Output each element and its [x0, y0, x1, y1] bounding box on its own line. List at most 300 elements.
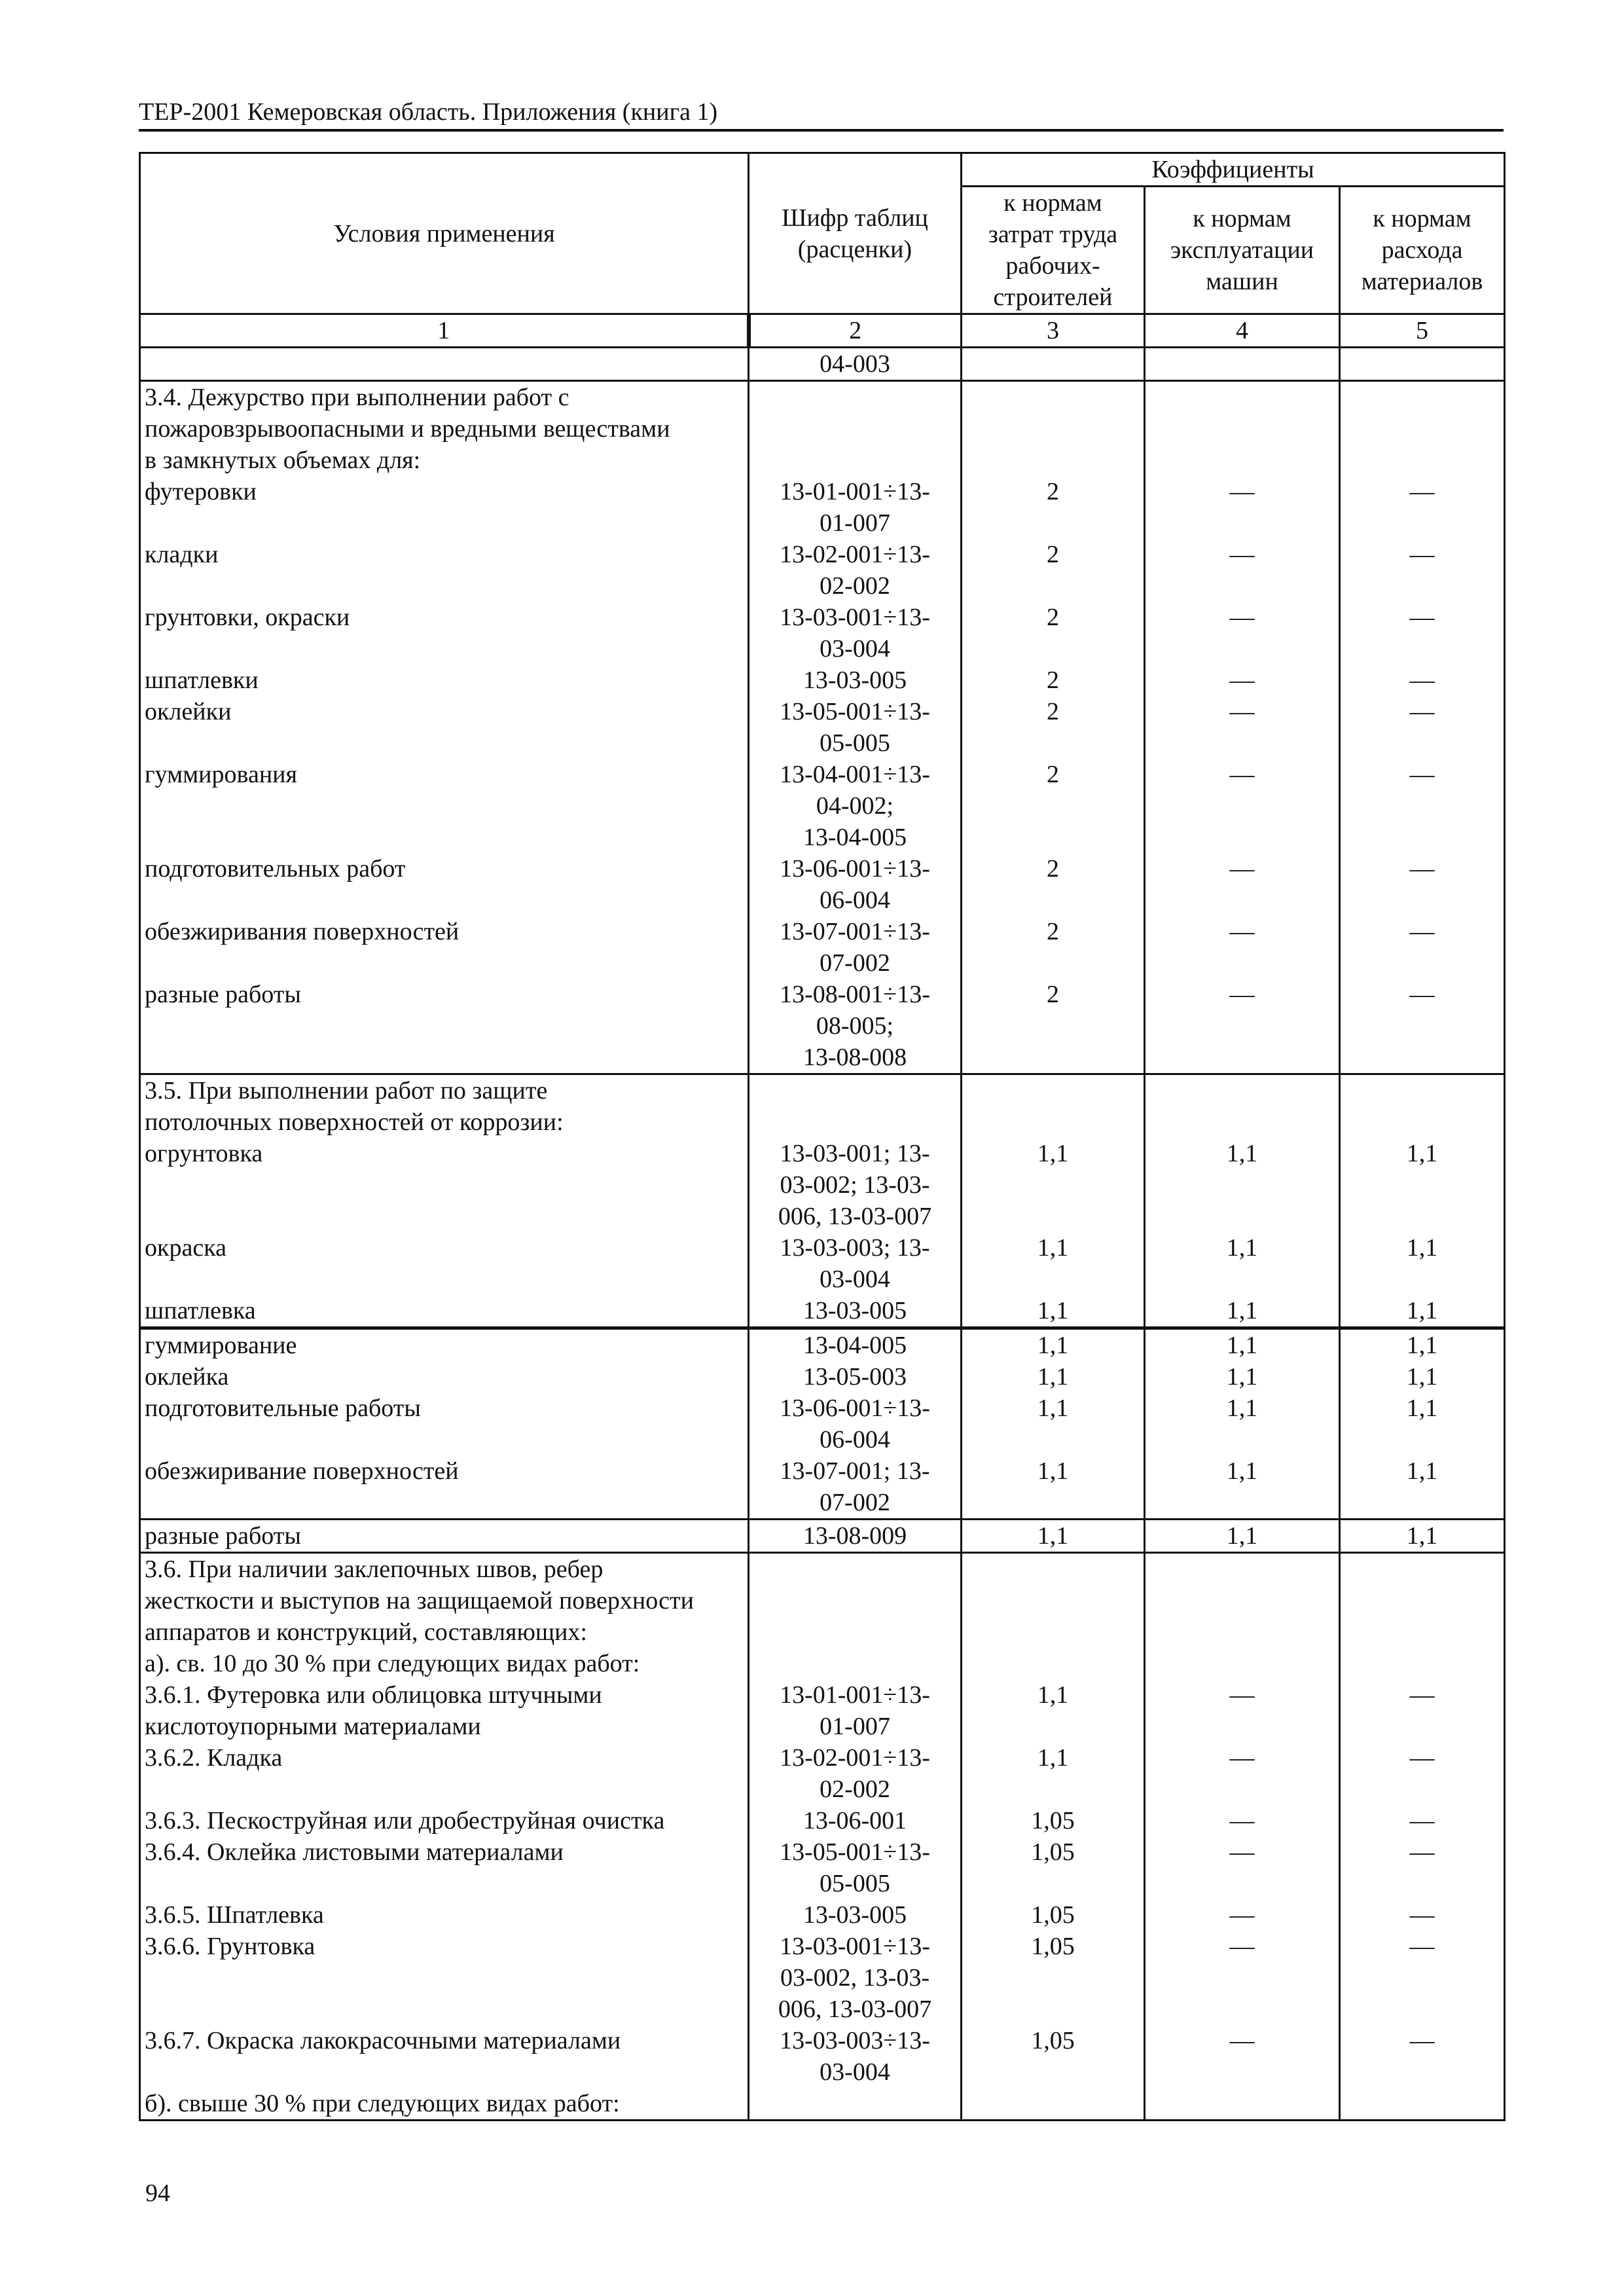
labor-coefficient-line: 1,05: [1031, 1901, 1075, 1929]
empty-line: [753, 1106, 956, 1138]
materials-coefficient-cell: [1340, 348, 1505, 381]
materials-coefficient-line: —: [1409, 2027, 1435, 2054]
empty-line: [1149, 947, 1335, 979]
column-number: 2: [749, 314, 962, 348]
materials-coefficient-line: 1,1: [1406, 1363, 1438, 1391]
table-row: [140, 1074, 1505, 1328]
empty-line: [966, 1010, 1140, 1042]
empty-line: [145, 1264, 744, 1295]
machines-coefficient-line: 1,1: [1226, 1140, 1258, 1167]
conditions-line: 3.6. При наличии заклепочных швов, ребер: [145, 1556, 604, 1583]
code-line: 13-06-001: [803, 1807, 907, 1834]
empty-line: [1149, 1010, 1335, 1042]
conditions-line: гуммирование: [145, 1332, 297, 1359]
empty-line: [1344, 413, 1500, 445]
empty-line: [966, 2056, 1140, 2088]
code-cell: [749, 1520, 962, 1553]
machines-coefficient-line: —: [1229, 1933, 1255, 1960]
empty-line: [1344, 1169, 1500, 1201]
machines-coefficient-line: —: [1229, 666, 1255, 694]
materials-coefficient-cell: [1340, 1074, 1505, 1328]
empty-line: [966, 570, 1140, 602]
conditions-cell: [140, 381, 749, 1074]
empty-line: [1344, 1042, 1500, 1073]
machines-coefficient-line: —: [1229, 478, 1255, 505]
code-line: 03-002; 13-03-: [780, 1171, 930, 1199]
code-line: 13-03-005: [803, 666, 907, 694]
code-line: 13-08-008: [803, 1044, 907, 1071]
empty-line: [966, 1264, 1140, 1295]
code-line: 006, 13-03-007: [778, 1995, 932, 2023]
labor-coefficient-line: 1,05: [1031, 1838, 1075, 1866]
labor-coefficient-line: 1,1: [1037, 1457, 1069, 1485]
table-row: [140, 1328, 1505, 1520]
empty-line: [1344, 790, 1500, 822]
materials-coefficient-cell: [1340, 1553, 1505, 2121]
labor-coefficient-line: 2: [1047, 855, 1059, 883]
materials-coefficient-line: —: [1409, 698, 1435, 725]
labor-coefficient-line: 2: [1047, 604, 1059, 631]
empty-line: [966, 1487, 1140, 1518]
machines-coefficient-line: —: [1229, 1681, 1255, 1709]
materials-coefficient-line: —: [1409, 1681, 1435, 1709]
labor-coefficient-line: 1,1: [1037, 1234, 1069, 1262]
labor-coefficient-cell: [962, 1328, 1145, 1520]
empty-line: [145, 1774, 744, 1805]
machines-coefficient-line: 1,1: [1226, 1234, 1258, 1262]
conditions-cell: [140, 1553, 749, 2121]
machines-coefficient-cell: [1145, 381, 1340, 1074]
conditions-cell: [140, 1328, 749, 1520]
labor-coefficient-cell: [962, 1553, 1145, 2121]
code-cell: [749, 348, 962, 381]
code-line: 07-002: [820, 1489, 890, 1516]
code-line: 02-002: [820, 572, 890, 600]
materials-coefficient-line: —: [1409, 1807, 1435, 1834]
empty-line: [1344, 1201, 1500, 1232]
labor-coefficient-cell: [962, 1520, 1145, 1553]
labor-coefficient-line: 2: [1047, 478, 1059, 505]
materials-coefficient-line: —: [1409, 666, 1435, 694]
labor-coefficient-line: 2: [1047, 666, 1059, 694]
materials-coefficient-line: —: [1409, 761, 1435, 788]
code-line: 02-002: [820, 1776, 890, 1803]
empty-line: [1149, 1424, 1335, 1455]
empty-line: [1149, 445, 1335, 476]
table-row: [140, 348, 1505, 381]
empty-line: [145, 1424, 744, 1455]
labor-coefficient-cell: [962, 381, 1145, 1074]
conditions-line: аппаратов и конструкций, составляющих:: [145, 1618, 587, 1646]
machines-coefficient-line: —: [1229, 855, 1255, 883]
empty-line: [966, 1042, 1140, 1073]
empty-line: [1149, 1711, 1335, 1742]
empty-line: [1149, 1774, 1335, 1805]
empty-line: [966, 727, 1140, 759]
empty-line: [1149, 884, 1335, 916]
empty-line: [145, 1868, 744, 1899]
code-line: 01-007: [820, 509, 890, 537]
machines-coefficient-cell: [1145, 1520, 1340, 1553]
code-line: 13-07-001; 13-: [780, 1457, 930, 1485]
conditions-line: кислотоупорными материалами: [145, 1713, 481, 1740]
labor-coefficient-line: 2: [1047, 918, 1059, 945]
page-number: 94: [145, 2179, 170, 2207]
machines-coefficient-cell: [1145, 1553, 1340, 2121]
conditions-cell: [140, 1074, 749, 1328]
conditions-line: 3.6.1. Футеровка или облицовка штучными: [145, 1681, 602, 1709]
machines-coefficient-line: —: [1229, 1807, 1255, 1834]
machines-coefficient-line: 1,1: [1226, 1457, 1258, 1485]
empty-line: [966, 884, 1140, 916]
conditions-line: жесткости и выступов на защищаемой поверхности: [145, 1587, 694, 1614]
conditions-line: 3.6.5. Шпатлевка: [145, 1901, 324, 1929]
code-line: 04-003: [820, 350, 890, 378]
empty-line: [753, 1648, 956, 1679]
coefficients-table: [139, 152, 1506, 2121]
empty-line: [1149, 1648, 1335, 1679]
materials-coefficient-line: [1344, 348, 1500, 380]
empty-line: [1344, 947, 1500, 979]
empty-line: [145, 1169, 744, 1201]
machines-coefficient-line: —: [1229, 1901, 1255, 1929]
code-line: 01-007: [820, 1713, 890, 1740]
materials-coefficient-line: [1344, 2088, 1500, 2119]
empty-line: [1344, 570, 1500, 602]
labor-coefficient-line: 1,1: [1037, 1297, 1069, 1324]
labor-coefficient-line: 2: [1047, 698, 1059, 725]
empty-line: [966, 445, 1140, 476]
empty-line: [1149, 1616, 1335, 1648]
materials-coefficient-line: [1344, 382, 1500, 413]
code-line: [753, 2088, 956, 2119]
machines-coefficient-line: [1149, 2088, 1335, 2119]
empty-line: [1344, 822, 1500, 853]
code-line: 08-005;: [816, 1012, 894, 1040]
empty-line: [1344, 1487, 1500, 1518]
empty-line: [145, 822, 744, 853]
empty-line: [1149, 727, 1335, 759]
conditions-line: 3.6.7. Окраска лакокрасочными материалами: [145, 2027, 621, 2054]
labor-coefficient-line: 1,05: [1031, 2027, 1075, 2054]
code-line: 13-08-001÷13-: [780, 981, 930, 1008]
empty-line: [1344, 507, 1500, 539]
empty-line: [1344, 633, 1500, 665]
code-line: 13-08-009: [803, 1522, 907, 1550]
code-line: 06-004: [820, 1426, 890, 1453]
labor-coefficient-line: [966, 1554, 1140, 1585]
empty-line: [145, 1010, 744, 1042]
materials-coefficient-line: 1,1: [1406, 1522, 1438, 1550]
column-number: 3: [962, 314, 1145, 348]
conditions-line: 3.6.6. Грунтовка: [145, 1933, 316, 1960]
empty-line: [145, 1487, 744, 1518]
empty-line: [1149, 790, 1335, 822]
empty-line: [753, 445, 956, 476]
column-header-conditions: Условия применения: [140, 153, 749, 314]
empty-line: [753, 1616, 956, 1648]
conditions-line: грунтовки, окраски: [145, 604, 350, 631]
machines-coefficient-cell: [1145, 1074, 1340, 1328]
conditions-line: шпатлевка: [145, 1297, 256, 1324]
machines-coefficient-line: 1,1: [1226, 1522, 1258, 1550]
conditions-line: шпатлевки: [145, 666, 259, 694]
code-line: 13-05-003: [803, 1363, 907, 1391]
empty-line: [1344, 1616, 1500, 1648]
materials-coefficient-line: 1,1: [1406, 1234, 1438, 1262]
code-line: 13-04-005: [803, 1332, 907, 1359]
conditions-line: 3.4. Дежурство при выполнении работ с: [145, 384, 569, 411]
conditions-line: 3.6.4. Оклейка листовыми материалами: [145, 1838, 564, 1866]
materials-coefficient-line: 1,1: [1406, 1140, 1438, 1167]
empty-line: [1344, 1264, 1500, 1295]
empty-line: [966, 1201, 1140, 1232]
empty-line: [966, 1648, 1140, 1679]
materials-coefficient-line: —: [1409, 541, 1435, 568]
code-line: 05-005: [820, 729, 890, 757]
conditions-line: разные работы: [145, 981, 301, 1008]
materials-coefficient-line: —: [1409, 604, 1435, 631]
code-cell: [749, 1074, 962, 1328]
table-row: [140, 1520, 1505, 1553]
code-line: 13-07-001÷13-: [780, 918, 930, 945]
empty-line: [966, 1962, 1140, 1994]
machines-coefficient-line: 1,1: [1226, 1297, 1258, 1324]
materials-coefficient-line: —: [1409, 478, 1435, 505]
materials-coefficient-line: [1344, 1554, 1500, 1585]
empty-line: [966, 1616, 1140, 1648]
empty-line: [1344, 1585, 1500, 1616]
table-row: [140, 381, 1505, 1074]
code-line: [753, 1075, 956, 1106]
empty-line: [966, 790, 1140, 822]
conditions-line: обезжиривания поверхностей: [145, 918, 460, 945]
code-line: 13-03-003÷13-: [780, 2027, 930, 2054]
conditions-line: [145, 348, 744, 380]
empty-line: [966, 822, 1140, 853]
materials-coefficient-line: 1,1: [1406, 1394, 1438, 1422]
conditions-line: окраска: [145, 1234, 226, 1262]
machines-coefficient-line: —: [1229, 2027, 1255, 2054]
code-line: 13-06-001÷13-: [780, 1394, 930, 1422]
code-line: 13-03-001; 13-: [780, 1140, 930, 1167]
materials-coefficient-cell: [1340, 1328, 1505, 1520]
conditions-line: потолочных поверхностей от коррозии:: [145, 1108, 564, 1136]
code-line: 13-03-005: [803, 1901, 907, 1929]
empty-line: [966, 1994, 1140, 2025]
empty-line: [966, 633, 1140, 665]
empty-line: [145, 507, 744, 539]
labor-coefficient-line: [966, 348, 1140, 380]
code-line: 13-03-003; 13-: [780, 1234, 930, 1262]
labor-coefficient-line: 1,1: [1037, 1394, 1069, 1422]
empty-line: [966, 1711, 1140, 1742]
empty-line: [1149, 1042, 1335, 1073]
code-line: 04-002;: [816, 792, 894, 820]
conditions-line: подготовительные работы: [145, 1394, 421, 1422]
empty-line: [1344, 1994, 1500, 2025]
labor-coefficient-line: 1,05: [1031, 1807, 1075, 1834]
empty-line: [1149, 822, 1335, 853]
empty-line: [1149, 633, 1335, 665]
labor-coefficient-line: [966, 382, 1140, 413]
labor-coefficient-line: 1,1: [1037, 1681, 1069, 1709]
conditions-line: б). свыше 30 % при следующих видах работ:: [145, 2090, 620, 2117]
conditions-line: обезжиривание поверхностей: [145, 1457, 459, 1485]
code-cell: [749, 381, 962, 1074]
conditions-line: 3.5. При выполнении работ по защите: [145, 1077, 548, 1104]
document-header-title: ТЕР-2001 Кемеровская область. Приложения (книга 1): [139, 98, 718, 126]
empty-line: [1344, 2056, 1500, 2088]
machines-coefficient-line: [1149, 382, 1335, 413]
empty-line: [1149, 1868, 1335, 1899]
empty-line: [966, 1169, 1140, 1201]
empty-line: [1344, 884, 1500, 916]
empty-line: [145, 727, 744, 759]
column-header-coefficients: Коэффициенты: [962, 153, 1505, 187]
conditions-line: разные работы: [145, 1522, 301, 1550]
empty-line: [145, 1962, 744, 1994]
materials-coefficient-line: [1344, 1075, 1500, 1106]
empty-line: [966, 1424, 1140, 1455]
code-cell: [749, 1328, 962, 1520]
empty-line: [145, 884, 744, 916]
machines-coefficient-line: —: [1229, 981, 1255, 1008]
empty-line: [1149, 1962, 1335, 1994]
empty-line: [1149, 1106, 1335, 1138]
machines-coefficient-line: [1149, 1554, 1335, 1585]
code-line: 03-004: [820, 1266, 890, 1293]
conditions-line: а). св. 10 до 30 % при следующих видах работ:: [145, 1650, 640, 1677]
conditions-line: подготовительных работ: [145, 855, 406, 883]
materials-coefficient-line: —: [1409, 918, 1435, 945]
empty-line: [145, 1201, 744, 1232]
empty-line: [753, 413, 956, 445]
machines-coefficient-line: —: [1229, 761, 1255, 788]
labor-coefficient-line: [966, 1075, 1140, 1106]
empty-line: [1344, 1868, 1500, 1899]
conditions-line: огрунтовка: [145, 1140, 263, 1167]
conditions-line: кладки: [145, 541, 219, 568]
code-line: [753, 1554, 956, 1585]
empty-line: [1344, 1711, 1500, 1742]
materials-coefficient-line: —: [1409, 1901, 1435, 1929]
materials-coefficient-line: —: [1409, 1838, 1435, 1866]
labor-coefficient-line: 1,05: [1031, 1933, 1075, 1960]
code-line: 13-04-005: [803, 824, 907, 851]
empty-line: [1344, 727, 1500, 759]
code-line: 13-05-001÷13-: [780, 698, 930, 725]
empty-line: [145, 1994, 744, 2025]
labor-coefficient-line: 1,1: [1037, 1522, 1069, 1550]
code-line: 13-02-001÷13-: [780, 541, 930, 568]
code-line: 07-002: [820, 949, 890, 977]
empty-line: [966, 507, 1140, 539]
conditions-line: футеровки: [145, 478, 257, 505]
empty-line: [966, 1774, 1140, 1805]
materials-coefficient-line: 1,1: [1406, 1457, 1438, 1485]
table-row: [140, 1553, 1505, 2121]
conditions-line: пожаровзрывоопасными и вредными веществами: [145, 415, 670, 443]
conditions-line: в замкнутых объемах для:: [145, 446, 421, 474]
conditions-line: оклейки: [145, 698, 232, 725]
labor-coefficient-line: 1,1: [1037, 1140, 1069, 1167]
machines-coefficient-line: 1,1: [1226, 1363, 1258, 1391]
empty-line: [753, 1585, 956, 1616]
empty-line: [145, 790, 744, 822]
machines-coefficient-line: [1149, 348, 1335, 380]
column-header-labor: к нормам затрат труда рабочих-строителей: [962, 187, 1145, 314]
code-line: 13-03-001÷13-: [780, 604, 930, 631]
conditions-line: гуммирования: [145, 761, 297, 788]
column-header-machines: к нормам эксплуатации машин: [1145, 187, 1340, 314]
materials-coefficient-cell: [1340, 381, 1505, 1074]
empty-line: [1149, 507, 1335, 539]
conditions-line: оклейка: [145, 1363, 229, 1391]
empty-line: [1344, 1962, 1500, 1994]
code-line: 13-05-001÷13-: [780, 1838, 930, 1866]
machines-coefficient-line: —: [1229, 1744, 1255, 1772]
empty-line: [1344, 1424, 1500, 1455]
empty-line: [966, 1106, 1140, 1138]
code-line: 06-004: [820, 886, 890, 914]
machines-coefficient-cell: [1145, 348, 1340, 381]
empty-line: [145, 570, 744, 602]
empty-line: [145, 1042, 744, 1073]
header-divider: [139, 129, 1504, 132]
materials-coefficient-line: 1,1: [1406, 1297, 1438, 1324]
machines-coefficient-line: —: [1229, 918, 1255, 945]
labor-coefficient-cell: [962, 348, 1145, 381]
empty-line: [966, 1585, 1140, 1616]
code-line: 13-02-001÷13-: [780, 1744, 930, 1772]
code-line: 13-01-001÷13-: [780, 478, 930, 505]
table-body: [140, 348, 1505, 2121]
code-line: 03-004: [820, 2058, 890, 2086]
empty-line: [1344, 1106, 1500, 1138]
empty-line: [966, 947, 1140, 979]
materials-coefficient-cell: [1340, 1520, 1505, 1553]
code-line: 03-002, 13-03-: [780, 1964, 929, 1992]
conditions-cell: [140, 348, 749, 381]
code-line: 03-004: [820, 635, 890, 663]
empty-line: [1344, 1010, 1500, 1042]
materials-coefficient-line: —: [1409, 1933, 1435, 1960]
empty-line: [1149, 413, 1335, 445]
machines-coefficient-line: [1149, 1075, 1335, 1106]
materials-coefficient-line: 1,1: [1406, 1332, 1438, 1359]
materials-coefficient-line: —: [1409, 855, 1435, 883]
code-line: 05-005: [820, 1870, 890, 1897]
empty-line: [145, 947, 744, 979]
labor-coefficient-cell: [962, 1074, 1145, 1328]
code-line: 13-01-001÷13-: [780, 1681, 930, 1709]
labor-coefficient-line: 2: [1047, 541, 1059, 568]
column-header-materials: к нормам расхода материалов: [1340, 187, 1505, 314]
empty-line: [1149, 1264, 1335, 1295]
empty-line: [145, 2056, 744, 2088]
code-line: [753, 382, 956, 413]
conditions-line: 3.6.2. Кладка: [145, 1744, 283, 1772]
labor-coefficient-line: 1,1: [1037, 1363, 1069, 1391]
labor-coefficient-line: 2: [1047, 761, 1059, 788]
code-cell: [749, 1553, 962, 2121]
empty-line: [1344, 1648, 1500, 1679]
code-line: 13-04-001÷13-: [780, 761, 930, 788]
empty-line: [1344, 445, 1500, 476]
conditions-line: 3.6.3. Пескоструйная или дробеструйная очистка: [145, 1807, 665, 1834]
materials-coefficient-line: —: [1409, 1744, 1435, 1772]
